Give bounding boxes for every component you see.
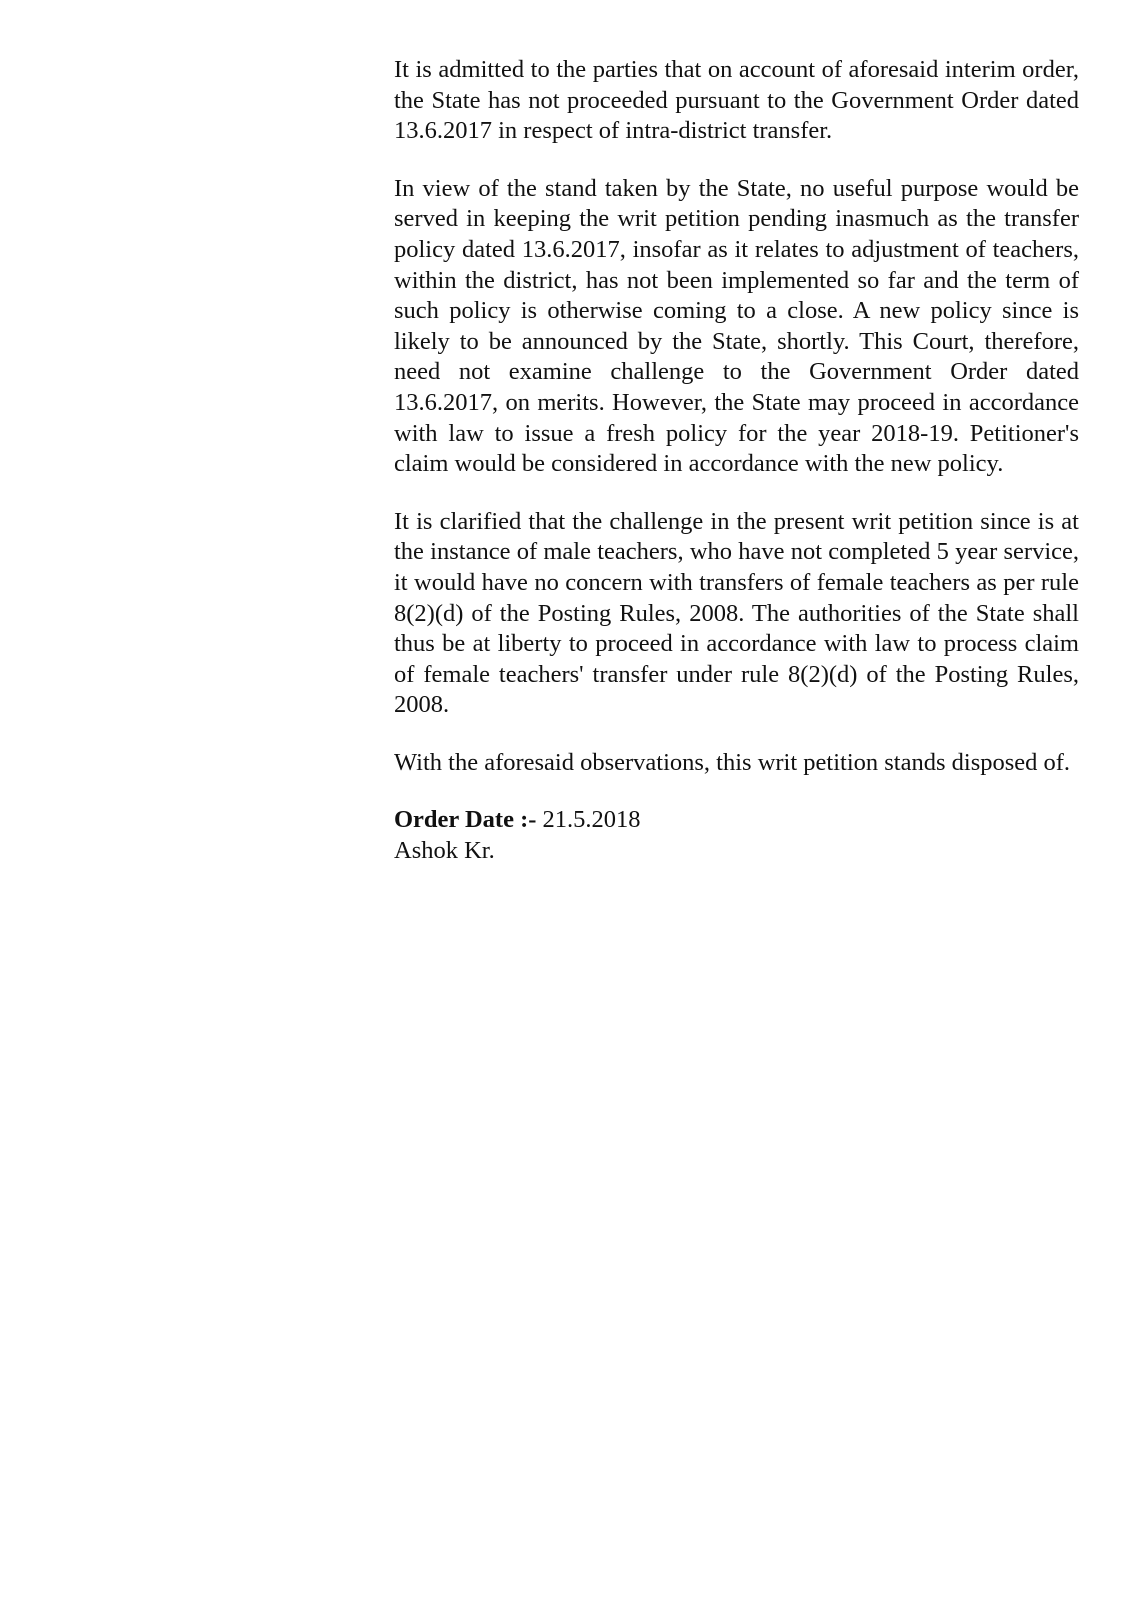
paragraph-interim-order: It is admitted to the parties that on account of aforesaid interim order, the State has not proceeded pursuant to the Government Order dated 13.6.2017 in respect of intra-district transfer. — [394, 56, 1079, 145]
order-date-label: Order Date :- — [394, 806, 537, 834]
paragraph-disposal: With the aforesaid observations, this writ petition stands disposed of. — [394, 748, 1071, 776]
order-date-line — [394, 805, 1079, 836]
order-author: Ashok Kr. — [394, 837, 495, 865]
paragraph-clarification: It is clarified that the challenge in the present writ petition since is at the instance of male teachers, who have not completed 5 year service, it would have no concern with transfers of female teachers as per rule 8(2)(d) of the Posting Rules, 2008. The authorities of the State shall thus be at liberty to proceed in accordance with law to process claim of female teachers' transfer under rule 8(2)(d) of the Posting Rules, 2008. — [394, 507, 1079, 719]
document-page — [394, 55, 1079, 867]
order-date-value: 21.5.2018 — [542, 806, 641, 834]
paragraph-state-stand: In view of the stand taken by the State, no useful purpose would be served in keeping the writ petition pending inasmuch as the transfer policy dated 13.6.2017, insofar as it relates to adjustment of teachers, within the district, has not been implemented so far and the term of such policy is otherwise coming to a close. A new policy since is likely to be announced by the State, shortly. This Court, therefore, need not examine challenge to the Government Order dated 13.6.2017, on merits. However, the State may proceed in accordance with law to issue a fresh policy for the year 2018-19. Petitioner's claim would be considered in accordance with the new policy. — [394, 174, 1079, 478]
